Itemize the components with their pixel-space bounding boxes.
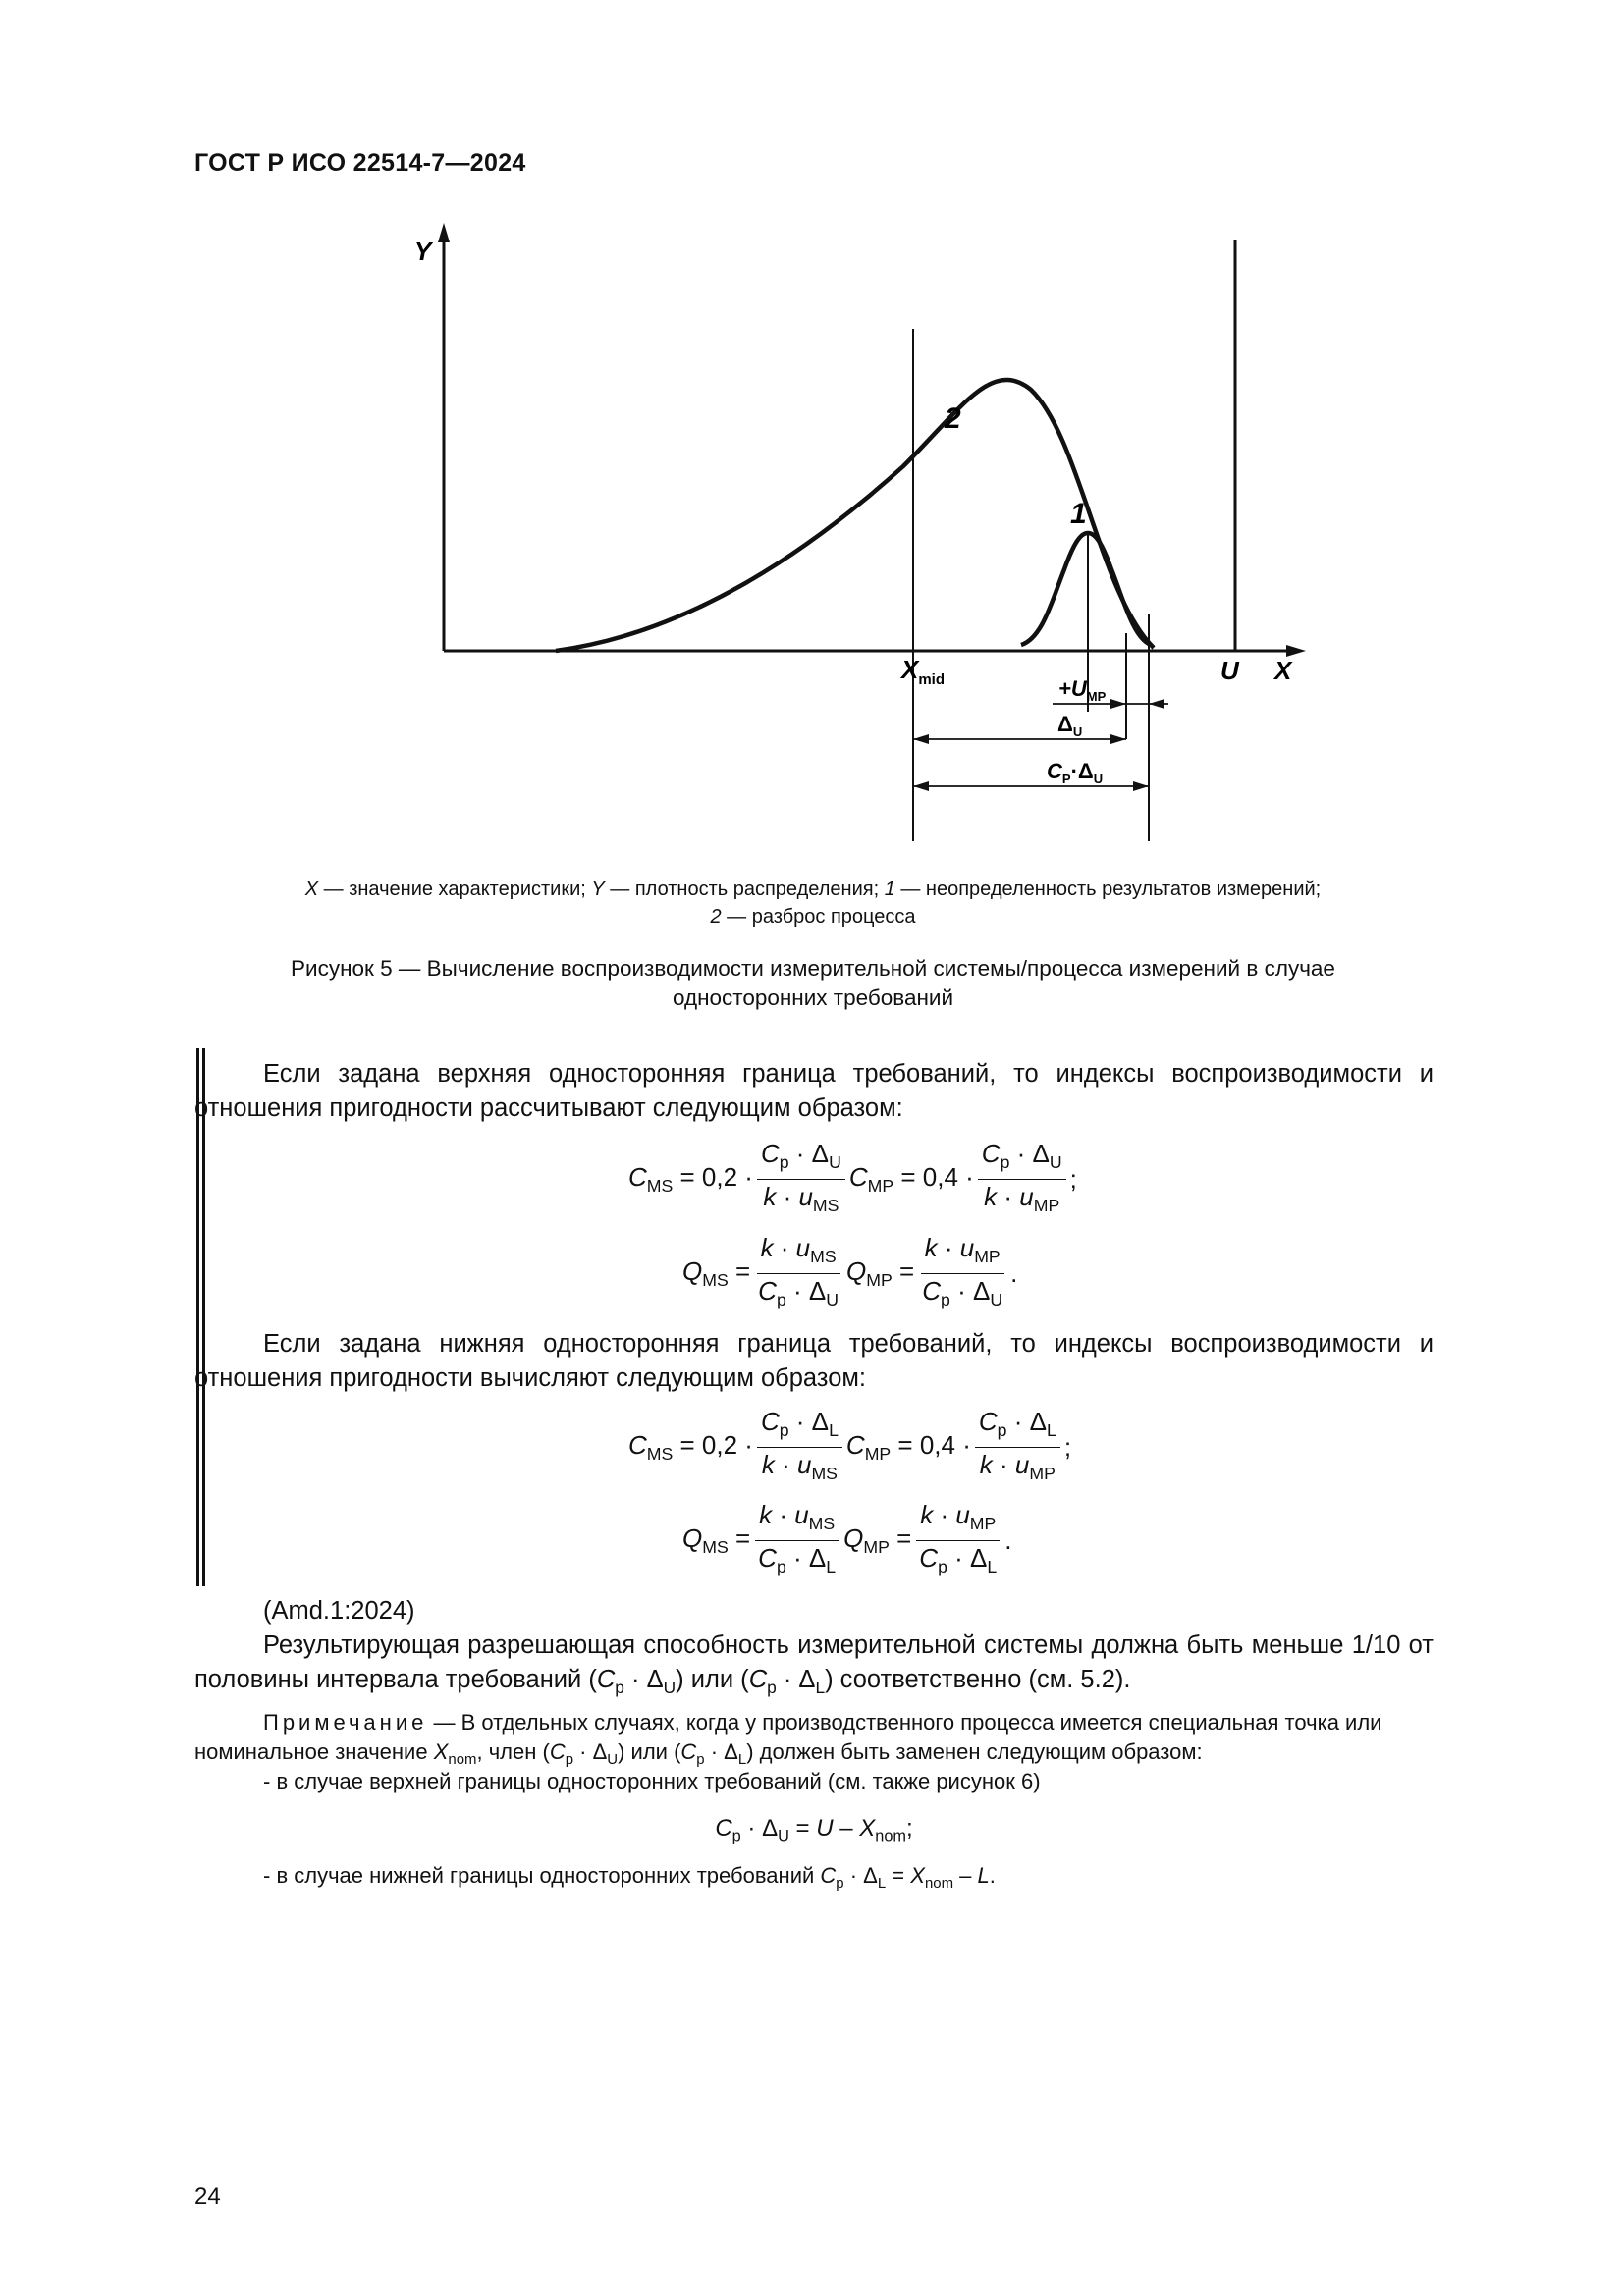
note-label: Примечание [263,1710,428,1735]
x-axis-label: X [1274,656,1292,685]
amendment-bar-right [202,1048,205,1586]
y-axis-arrow [438,223,450,242]
equation-cms-cmp-upper: $C_{MS} = 0,2$ · $\frac{C_p \cdot \Delta_U}{k \cdot u_{MS}}$ $C_{MP} = 0,4$ · $\frac{C_p \cdot \Delta_U}{k \cdot u_{MP}}$ ; [628,1139,1077,1216]
figure-caption [194,954,1432,1013]
equation-qms-qmp-upper: $Q_{MS}$ = $\frac{k \cdot u_{MS}}{C_p \cdot \Delta_U}$ $Q_{MP}$ = $\frac{k \cdot u_{MP}}{C_p \cdot \Delta_U}$ . [682,1233,1018,1310]
equation-upper-replacement: $C_p \cdot \Delta_U = U - X_{nom}$; [715,1815,913,1845]
note-bullet-lower: - в случае нижней границы односторонних требований $C_p \cdot \Delta_L = X_{nom} - L$. [263,1863,996,1893]
ump-label: $+U_{MP}$ [1058,676,1107,704]
curve-1-label: 1 [1070,498,1087,530]
curve-2-label: 2 [945,402,961,435]
figure-legend: X — значение характеристики; Y — плотность распределения; 1 — неопределенность результатов измерений; 2 — разброс процесса [304,879,1322,928]
equation-cms-cmp-lower: $C_{MS} = 0,2$ · $\frac{C_p \cdot \Delta_L}{k \cdot u_{MS}}$ $C_{MP} = 0,4$ · $\frac{C_p \cdot \Delta_L}{k \cdot u_{MP}}$ ; [628,1407,1072,1484]
u-limit-label: U [1220,656,1239,685]
caption-line-1: Рисунок 5 — Вычисление воспроизводимости измерительной системы/процесса измерений в случае [291,956,1335,981]
curve-process-spread [556,380,1154,651]
xmid-label: $X_{mid}$ [901,655,946,688]
equation-qms-qmp-lower: $Q_{MS}$ = $\frac{k \cdot u_{MS}}{C_p \cdot \Delta_L}$ $Q_{MP}$ = $\frac{k \cdot u_{MP}}{C_p \cdot \Delta_L}$ . [682,1500,1012,1577]
cp-delta-label: $C_P\cdot\Delta_U$ [1047,759,1104,786]
figure-5-diagram [393,221,1335,859]
standard-code: ГОСТ Р ИСО 22514-7—2024 [194,149,526,177]
y-axis-label: Y [414,237,432,266]
amendment-reference: (Amd.1:2024) [263,1597,415,1625]
paragraph-upper-limit: Если задана верхняя односторонняя граница требований, то индексы воспроизводимости и отношения пригодности рассчитывают следующим образом: [194,1060,1434,1122]
delta-u-label: $\Delta_U$ [1057,712,1083,739]
page-number: 24 [194,2183,221,2210]
paragraph-resolution: Результирующая разрешающая способность измерительной системы должна быть меньше 1/10 от половины интервала требований $(C_p \cdot \Delta_U)$ или $(C_p \cdot \Delta_L)$ соответственно (см. 5.2). [194,1631,1434,1698]
note-bullet-upper: - в случае верхней границы односторонних требований (см. также рисунок 6) [263,1769,1041,1793]
paragraph-lower-limit: Если задана нижняя односторонняя граница требований, то индексы воспроизводимости и отношения пригодности вычисляют следующим образом: [194,1330,1434,1392]
amendment-bar-left [196,1048,199,1586]
note-paragraph: Примечание — В отдельных случаях, когда у производственного процесса имеется специальная точка или номинальное значение $X_{nom}$, член $(C_p \cdot \Delta_U)$ или $(C_p \cdot \Delta_L)$ должен быть заменен следующим образом: [194,1710,1382,1769]
curve-measurement-uncertainty [1021,533,1151,645]
caption-line-2: односторонних требований [672,986,954,1010]
